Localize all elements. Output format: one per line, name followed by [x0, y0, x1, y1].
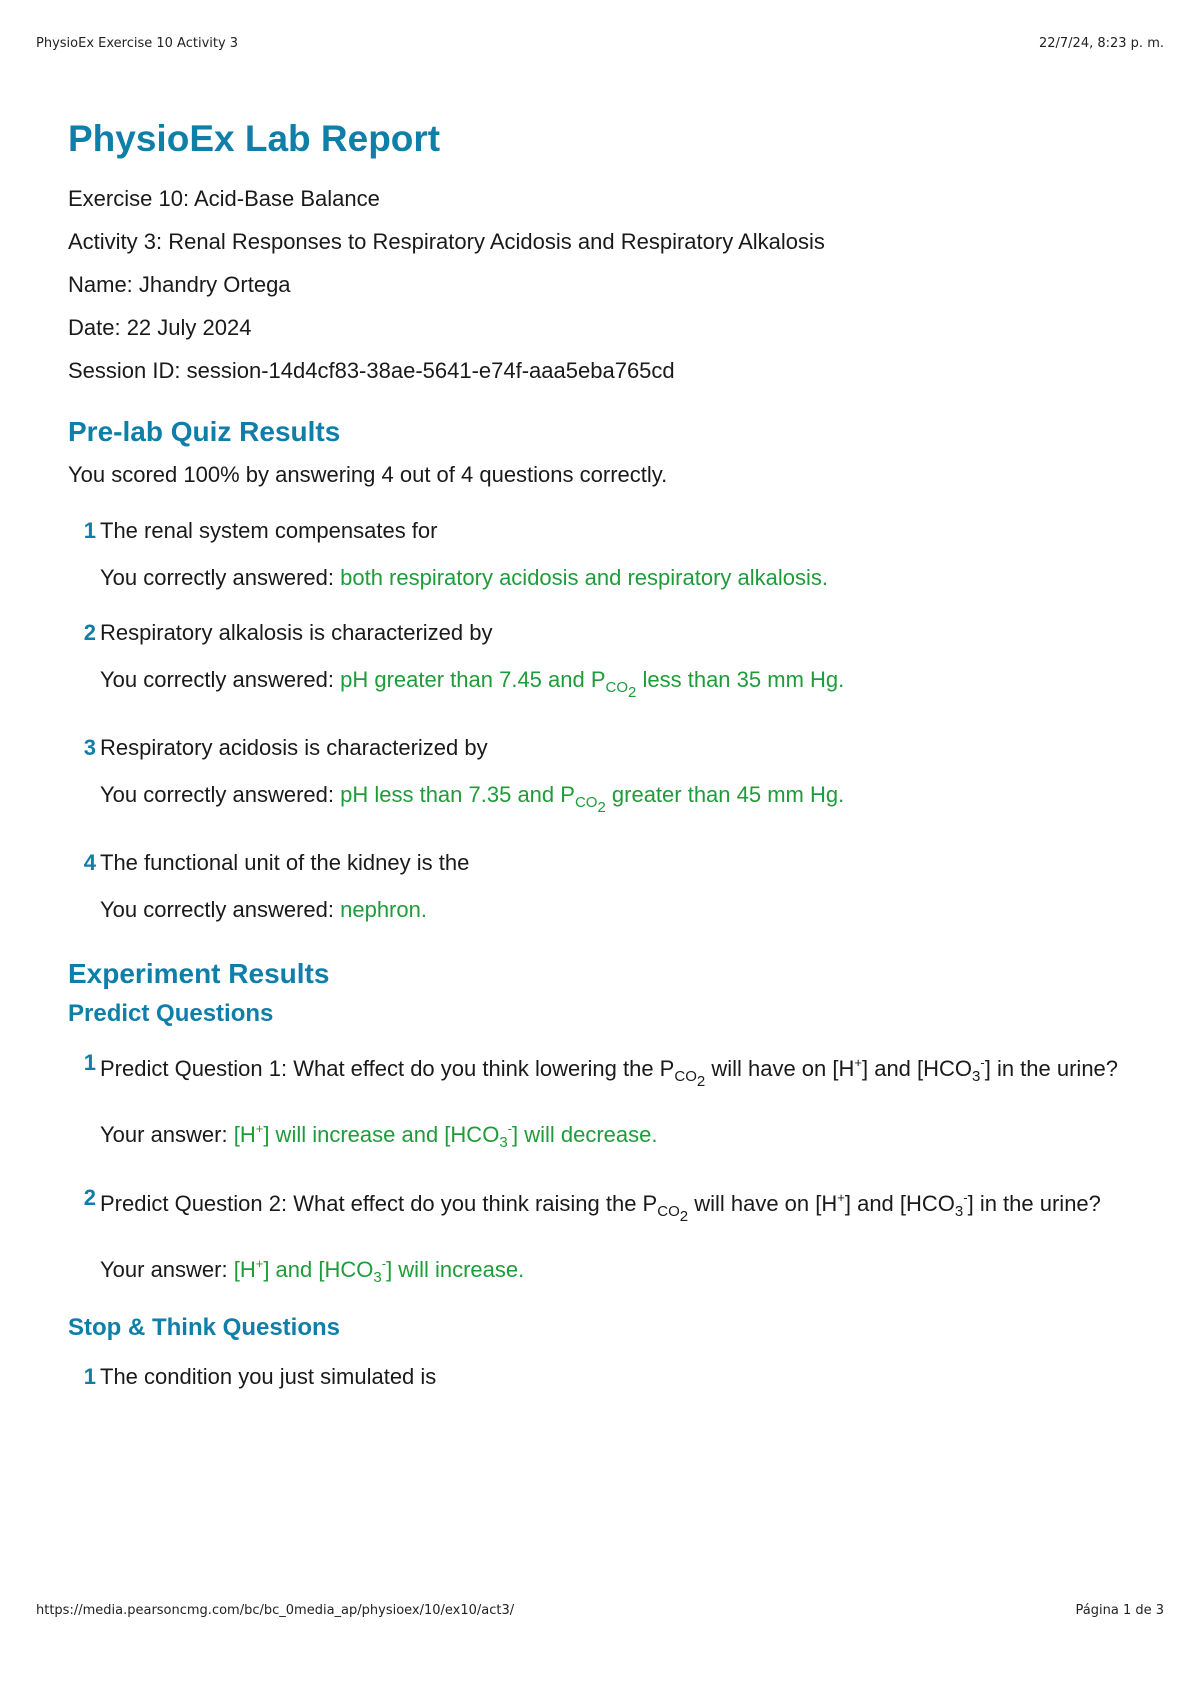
predict-question	[68, 1179, 1128, 1236]
prelab-question	[68, 614, 1128, 652]
answer-text: pH less than 7.35 and $P_{CO_2}$ greater than 45 mm Hg.	[340, 782, 845, 816]
predict-answer	[100, 1250, 1128, 1292]
print-footer	[0, 1603, 1200, 1618]
question-number: 2	[83, 620, 96, 645]
predict-heading: Predict Questions	[68, 1000, 274, 1027]
question-number: 1	[83, 1364, 96, 1389]
experiment-heading: Experiment Results	[68, 958, 330, 989]
prelab-question	[68, 512, 1128, 550]
prelab-heading: Pre-lab Quiz Results	[68, 416, 341, 447]
prelab-answer	[100, 781, 1128, 822]
print-header-title: PhysioEx Exercise 10 Activity 3	[36, 36, 239, 51]
prelab-question	[68, 729, 1128, 767]
prelab-answer	[100, 564, 1128, 592]
answer-prefix: You correctly answered:	[100, 667, 334, 692]
session-line: Session ID: session-14d4cf83-38ae-5641-e74f-aaa5eba765cd	[68, 358, 675, 383]
question-number: 3	[83, 735, 96, 760]
print-header-datetime: 22/7/24, 8:23 p. m.	[1038, 36, 1164, 51]
footer-page-number: Página 1 de 3	[1075, 1603, 1164, 1618]
report-content	[68, 118, 1128, 1396]
predict-question	[68, 1044, 1128, 1101]
name-line: Name: Jhandry Ortega	[68, 272, 291, 297]
answer-text: [H+] will increase and $[HCO_3^-]$ will decrease.	[233, 1121, 658, 1151]
answer-text: pH greater than 7.45 and $P_{CO_2}$ less than 35 mm Hg.	[340, 667, 845, 701]
date-line: Date: 22 July 2024	[68, 315, 252, 340]
activity-line: Activity 3: Renal Responses to Respiratory Acidosis and Respiratory Alkalosis	[68, 229, 825, 254]
question-text: Predict Question 2: What effect do you think raising the $P_{CO_2}$ will have on [H+] and $[HCO_3^-]$ in the urine?	[100, 1190, 1101, 1225]
answer-text: [H+] and $[HCO_3^-]$ will increase.	[233, 1256, 525, 1286]
exercise-line: Exercise 10: Acid-Base Balance	[68, 186, 380, 211]
answer-prefix: You correctly answered:	[100, 782, 334, 807]
answer-text: nephron.	[340, 897, 427, 922]
prelab-answer	[100, 666, 1128, 707]
answer-text: both respiratory acidosis and respiratory alkalosis.	[340, 565, 828, 590]
answer-prefix: You correctly answered:	[100, 897, 334, 922]
answer-prefix: Your answer:	[100, 1122, 228, 1147]
question-text: The renal system compensates for	[100, 518, 438, 543]
stop-think-heading: Stop & Think Questions	[68, 1314, 341, 1341]
question-text: The condition you just simulated is	[100, 1364, 437, 1389]
question-number: 1	[83, 1050, 96, 1075]
print-header	[0, 36, 1200, 51]
footer-url: https://media.pearsoncmg.com/bc/bc_0media_ap/physioex/10/ex10/act3/	[36, 1603, 515, 1618]
prelab-question	[68, 844, 1128, 882]
prelab-score: You scored 100% by answering 4 out of 4 questions correctly.	[68, 462, 668, 487]
question-number: 4	[83, 850, 96, 875]
predict-answer	[100, 1115, 1128, 1157]
question-text: Predict Question 1: What effect do you think lowering the $P_{CO_2}$ will have on [H+] and $[HCO_3^-]$ in the urine?	[100, 1055, 1119, 1090]
page-title: PhysioEx Lab Report	[68, 118, 441, 159]
answer-prefix: You correctly answered:	[100, 565, 334, 590]
answer-prefix: Your answer:	[100, 1257, 228, 1282]
question-text: Respiratory acidosis is characterized by	[100, 735, 488, 760]
stop-think-question	[68, 1358, 1128, 1396]
prelab-answer	[100, 896, 1128, 924]
question-number: 1	[83, 518, 96, 543]
question-text: The functional unit of the kidney is the	[100, 850, 470, 875]
question-number: 2	[83, 1185, 96, 1210]
question-text: Respiratory alkalosis is characterized by	[100, 620, 493, 645]
